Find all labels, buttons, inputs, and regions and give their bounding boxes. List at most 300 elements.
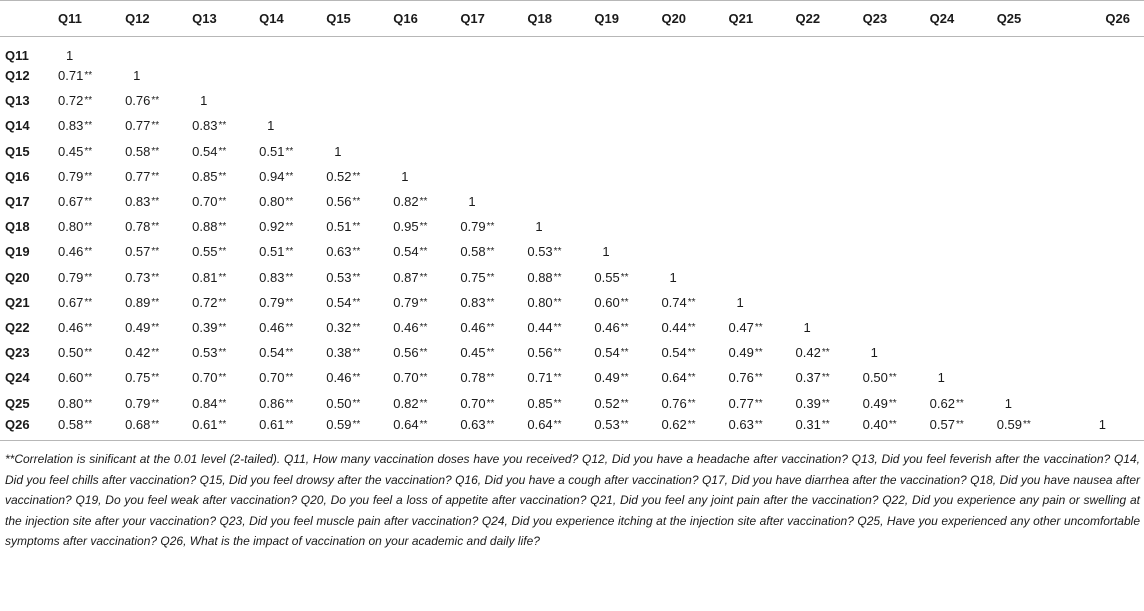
table-cell: 0.42**	[795, 345, 830, 361]
table-cell: 0.46**	[58, 319, 93, 335]
table-cell: 0.52**	[326, 168, 361, 184]
table-row	[0, 37, 1144, 64]
empty-cell	[113, 37, 180, 64]
table-header	[0, 1, 1144, 37]
table-cell: 0.54**	[192, 143, 227, 159]
table-cell: 0.94**	[259, 168, 294, 184]
column-header-q17: Q17	[448, 1, 515, 37]
empty-cell	[515, 139, 582, 164]
table-row	[0, 290, 1144, 315]
empty-cell	[1052, 290, 1144, 315]
table-cell: 0.74**	[661, 294, 696, 310]
column-header-q15: Q15	[314, 1, 381, 37]
table-cell: 0.79**	[393, 294, 428, 310]
empty-cell	[851, 37, 918, 64]
table-cell: 1	[468, 194, 476, 210]
table-cell: 0.70**	[259, 370, 294, 386]
table-cell: 0.54**	[661, 345, 696, 361]
empty-cell	[1052, 189, 1144, 214]
table-cell: 0.72**	[192, 294, 227, 310]
table-cell: 0.32**	[326, 319, 361, 335]
empty-cell	[851, 88, 918, 113]
table-cell: 0.88**	[527, 269, 562, 285]
table-cell: 0.45**	[460, 345, 495, 361]
empty-cell	[717, 113, 784, 138]
table-cell: 0.51**	[326, 219, 361, 235]
empty-cell	[448, 139, 515, 164]
table-cell: 0.75**	[460, 269, 495, 285]
table-footnote: **Correlation is sinificant at the 0.01 level (2-tailed). Q11, How many vaccination doses have you received? Q12, Did you have a headache after vaccination? Q13, Did you feel feverish after the vaccination? Q14, Did you feel chills after vaccination? Q15, Did you feel drowsy after the vaccination? Q16, Did you have a cough after vaccination? Q17, Did you have diarrhea after the vaccination? Q18, Did you have nausea after vaccination? Q19, Do you feel weak after vaccination? Q20, Do you feel a loss of appetite after vaccination? Q21, Did you feel any joint pain after the vaccination? Q22, Did you experience any pain or swelling at the injection site after your vaccination? Q23, Did you feel muscle pain after vaccination? Q24, Did you experience itching at the injection site after vaccination? Q25, Have you experienced any other uncomfortable symptoms after vaccination? Q26, What is the impact of vaccination on your academic and daily life?	[5, 452, 1140, 549]
table-cell: 0.59**	[985, 416, 1052, 441]
table-cell: 0.40**	[851, 416, 918, 441]
empty-cell	[985, 340, 1052, 365]
empty-cell	[649, 88, 716, 113]
table-cell: 0.54**	[594, 345, 629, 361]
column-header-q13: Q13	[180, 1, 247, 37]
empty-cell	[247, 88, 314, 113]
table-cell: 0.84**	[192, 395, 227, 411]
empty-cell	[582, 113, 649, 138]
empty-cell	[649, 113, 716, 138]
empty-cell	[985, 189, 1052, 214]
row-label: Q16	[5, 168, 30, 184]
table-cell: 1	[200, 93, 208, 109]
table-cell: 0.55**	[192, 244, 227, 260]
row-label: Q23	[5, 345, 30, 361]
empty-cell	[918, 239, 985, 264]
row-label: Q20	[5, 269, 30, 285]
empty-cell	[918, 139, 985, 164]
table-cell: 0.78**	[125, 219, 160, 235]
table-row	[0, 390, 1144, 415]
header-corner	[0, 1, 46, 37]
table-cell: 0.37**	[795, 370, 830, 386]
table-cell: 0.38**	[326, 345, 361, 361]
empty-cell	[1052, 63, 1144, 88]
table-row	[0, 139, 1144, 164]
empty-cell	[649, 164, 716, 189]
empty-cell	[649, 139, 716, 164]
table-cell: 0.39**	[795, 395, 830, 411]
table-cell: 0.49**	[862, 395, 897, 411]
empty-cell	[985, 113, 1052, 138]
empty-cell	[515, 164, 582, 189]
table-cell: 1	[937, 370, 945, 386]
empty-cell	[918, 113, 985, 138]
empty-cell	[985, 164, 1052, 189]
empty-cell	[784, 88, 851, 113]
table-cell: 0.76**	[728, 370, 763, 386]
table-cell: 0.63**	[326, 244, 361, 260]
empty-cell	[1052, 239, 1144, 264]
row-label: Q15	[5, 143, 30, 159]
empty-cell	[784, 239, 851, 264]
empty-cell	[784, 37, 851, 64]
table-cell: 0.85**	[527, 395, 562, 411]
empty-cell	[985, 214, 1052, 239]
table-cell: 0.67**	[58, 194, 93, 210]
table-cell: 0.71**	[58, 68, 93, 84]
empty-cell	[717, 139, 784, 164]
table-cell: 0.70**	[192, 370, 227, 386]
empty-cell	[851, 214, 918, 239]
empty-cell	[515, 113, 582, 138]
empty-cell	[717, 37, 784, 64]
table-cell: 0.58**	[46, 416, 113, 441]
table-cell: 0.83**	[125, 194, 160, 210]
table-cell: 0.51**	[259, 143, 294, 159]
table-cell: 0.54**	[259, 345, 294, 361]
table-body	[0, 37, 1144, 441]
empty-cell	[1052, 88, 1144, 113]
table-cell: 0.76**	[661, 395, 696, 411]
empty-cell	[717, 265, 784, 290]
empty-cell	[985, 37, 1052, 64]
empty-cell	[985, 63, 1052, 88]
empty-cell	[918, 88, 985, 113]
empty-cell	[918, 37, 985, 64]
table-cell: 1	[66, 48, 74, 63]
table-cell: 0.71**	[527, 370, 562, 386]
empty-cell	[851, 139, 918, 164]
table-cell: 0.86**	[259, 395, 294, 411]
table-row	[0, 88, 1144, 113]
empty-cell	[851, 63, 918, 88]
empty-cell	[985, 290, 1052, 315]
table-cell: 0.77**	[125, 118, 160, 134]
empty-cell	[582, 214, 649, 239]
empty-cell	[784, 265, 851, 290]
empty-cell	[918, 189, 985, 214]
empty-cell	[448, 88, 515, 113]
row-label: Q18	[5, 219, 30, 235]
empty-cell	[314, 37, 381, 64]
table-cell: 0.62**	[649, 416, 716, 441]
table-cell: 0.61**	[180, 416, 247, 441]
table-cell: 0.58**	[460, 244, 495, 260]
column-header-q26: Q26	[1052, 1, 1144, 37]
row-label: Q22	[5, 319, 30, 335]
table-cell: 0.89**	[125, 294, 160, 310]
column-header-q20: Q20	[649, 1, 716, 37]
empty-cell	[851, 290, 918, 315]
table-cell: 0.61**	[247, 416, 314, 441]
table-cell: 0.73**	[125, 269, 160, 285]
table-cell: 0.53**	[582, 416, 649, 441]
empty-cell	[180, 37, 247, 64]
table-cell: 0.72**	[58, 93, 93, 109]
empty-cell	[515, 88, 582, 113]
empty-cell	[784, 214, 851, 239]
empty-cell	[1052, 164, 1144, 189]
empty-cell	[717, 239, 784, 264]
column-header-q25: Q25	[985, 1, 1052, 37]
table-cell: 1	[870, 345, 878, 361]
table-cell: 0.67**	[58, 294, 93, 310]
empty-cell	[381, 88, 448, 113]
row-label: Q26	[0, 416, 46, 441]
table-row	[0, 113, 1144, 138]
empty-cell	[985, 239, 1052, 264]
table-cell: 0.64**	[661, 370, 696, 386]
table-cell: 1	[736, 294, 744, 310]
empty-cell	[1052, 340, 1144, 365]
table-cell: 0.79**	[125, 395, 160, 411]
table-cell: 0.46**	[58, 244, 93, 260]
empty-cell	[649, 214, 716, 239]
table-cell: 0.70**	[460, 395, 495, 411]
empty-cell	[180, 63, 247, 88]
table-cell: 0.80**	[527, 294, 562, 310]
table-row	[0, 315, 1144, 340]
empty-cell	[717, 63, 784, 88]
empty-cell	[717, 189, 784, 214]
row-label: Q21	[5, 294, 30, 310]
table-cell: 1	[602, 244, 610, 260]
table-cell: 0.70**	[192, 194, 227, 210]
empty-cell	[314, 63, 381, 88]
column-header-q18: Q18	[515, 1, 582, 37]
empty-cell	[515, 37, 582, 64]
empty-cell	[515, 189, 582, 214]
table-cell: 0.55**	[594, 269, 629, 285]
empty-cell	[448, 164, 515, 189]
table-cell: 0.77**	[125, 168, 160, 184]
table-cell: 0.83**	[259, 269, 294, 285]
row-label: Q13	[5, 93, 30, 109]
table-cell: 0.63**	[717, 416, 784, 441]
empty-cell	[985, 88, 1052, 113]
empty-cell	[448, 37, 515, 64]
table-cell: 0.68**	[113, 416, 180, 441]
header-row	[0, 1, 1144, 37]
empty-cell	[985, 265, 1052, 290]
empty-cell	[582, 189, 649, 214]
column-header-q11: Q11	[46, 1, 113, 37]
table-row	[0, 365, 1144, 390]
empty-cell	[784, 139, 851, 164]
table-cell: 0.31**	[784, 416, 851, 441]
empty-cell	[985, 139, 1052, 164]
table-cell: 0.45**	[58, 143, 93, 159]
table-cell: 0.82**	[393, 194, 428, 210]
empty-cell	[851, 315, 918, 340]
table-row	[0, 214, 1144, 239]
table-cell: 0.83**	[460, 294, 495, 310]
table-cell: 0.54**	[326, 294, 361, 310]
empty-cell	[851, 113, 918, 138]
table-cell: 0.53**	[326, 269, 361, 285]
table-cell: 0.57**	[918, 416, 985, 441]
table-cell: 0.50**	[862, 370, 897, 386]
table-cell: 1	[669, 269, 677, 285]
empty-cell	[985, 315, 1052, 340]
table-cell: 1	[401, 168, 409, 184]
column-header-q24: Q24	[918, 1, 985, 37]
empty-cell	[1052, 265, 1144, 290]
table-cell: 0.79**	[58, 269, 93, 285]
empty-cell	[1052, 365, 1144, 390]
table-cell: 0.39**	[192, 319, 227, 335]
empty-cell	[985, 365, 1052, 390]
table-row	[0, 340, 1144, 365]
empty-cell	[784, 113, 851, 138]
empty-cell	[918, 340, 985, 365]
empty-cell	[717, 214, 784, 239]
row-label: Q11	[5, 48, 29, 63]
table-cell: 0.42**	[125, 345, 160, 361]
row-label: Q17	[5, 194, 30, 210]
table-cell: 0.56**	[326, 194, 361, 210]
row-label: Q24	[5, 370, 30, 386]
table-cell: 0.60**	[594, 294, 629, 310]
empty-cell	[851, 265, 918, 290]
table-row	[0, 416, 1144, 441]
empty-cell	[918, 265, 985, 290]
table-cell: 0.46**	[393, 319, 428, 335]
empty-cell	[1052, 315, 1144, 340]
table-cell: 0.88**	[192, 219, 227, 235]
table-cell: 0.52**	[594, 395, 629, 411]
empty-cell	[1052, 139, 1144, 164]
table-cell: 0.63**	[448, 416, 515, 441]
table-cell: 0.60**	[58, 370, 93, 386]
row-label: Q14	[5, 118, 30, 134]
table-cell: 1	[535, 219, 543, 235]
table-cell: 0.79**	[259, 294, 294, 310]
column-header-q16: Q16	[381, 1, 448, 37]
table-cell: 0.80**	[259, 194, 294, 210]
table-cell: 0.47**	[728, 319, 763, 335]
empty-cell	[582, 139, 649, 164]
table-cell: 0.58**	[125, 143, 160, 159]
empty-cell	[314, 88, 381, 113]
empty-cell	[784, 63, 851, 88]
empty-cell	[851, 239, 918, 264]
row-label: Q12	[5, 68, 30, 84]
empty-cell	[381, 113, 448, 138]
table-row	[0, 164, 1144, 189]
table-cell: 0.46**	[460, 319, 495, 335]
empty-cell	[918, 214, 985, 239]
table-row	[0, 63, 1144, 88]
table-cell: 0.79**	[58, 168, 93, 184]
empty-cell	[918, 63, 985, 88]
table-row	[0, 239, 1144, 264]
row-label: Q25	[5, 395, 30, 411]
empty-cell	[381, 63, 448, 88]
table-cell: 0.70**	[393, 370, 428, 386]
table-cell: 0.76**	[125, 93, 160, 109]
empty-cell	[582, 164, 649, 189]
table-cell: 0.49**	[125, 319, 160, 335]
table-cell: 0.46**	[259, 319, 294, 335]
table-cell: 0.56**	[527, 345, 562, 361]
empty-cell	[784, 164, 851, 189]
empty-cell	[582, 88, 649, 113]
table-cell: 0.83**	[192, 118, 227, 134]
column-header-q14: Q14	[247, 1, 314, 37]
empty-cell	[717, 164, 784, 189]
empty-cell	[918, 315, 985, 340]
empty-cell	[649, 239, 716, 264]
empty-cell	[314, 113, 381, 138]
empty-cell	[247, 37, 314, 64]
table-cell: 0.50**	[58, 345, 93, 361]
table-cell: 0.59**	[314, 416, 381, 441]
table-cell: 0.56**	[393, 345, 428, 361]
table-cell: 0.46**	[326, 370, 361, 386]
empty-cell	[918, 290, 985, 315]
empty-cell	[649, 189, 716, 214]
table-cell: 0.85**	[192, 168, 227, 184]
empty-cell	[381, 139, 448, 164]
table-row	[0, 265, 1144, 290]
empty-cell	[851, 189, 918, 214]
table-cell: 0.49**	[594, 370, 629, 386]
empty-cell	[717, 88, 784, 113]
empty-cell	[381, 37, 448, 64]
column-header-q19: Q19	[582, 1, 649, 37]
table-row	[0, 189, 1144, 214]
table-cell: 1	[1052, 416, 1144, 441]
table-cell: 1	[803, 319, 811, 335]
table-cell: 0.49**	[728, 345, 763, 361]
table-cell: 0.64**	[381, 416, 448, 441]
table-cell: 0.53**	[527, 244, 562, 260]
table-cell: 1	[133, 68, 141, 84]
column-header-q21: Q21	[717, 1, 784, 37]
table-cell: 0.95**	[393, 219, 428, 235]
empty-cell	[515, 63, 582, 88]
table-cell: 0.81**	[192, 269, 227, 285]
row-label: Q19	[5, 244, 30, 260]
table-cell: 0.82**	[393, 395, 428, 411]
column-header-q22: Q22	[784, 1, 851, 37]
column-header-q12: Q12	[113, 1, 180, 37]
table-cell: 0.83**	[58, 118, 93, 134]
table-cell: 0.87**	[393, 269, 428, 285]
empty-cell	[247, 63, 314, 88]
table-cell: 1	[267, 118, 275, 134]
empty-cell	[1052, 390, 1144, 415]
table-cell: 0.77**	[728, 395, 763, 411]
table-cell: 0.78**	[460, 370, 495, 386]
empty-cell	[784, 290, 851, 315]
table-cell: 0.62**	[929, 395, 964, 411]
empty-cell	[582, 63, 649, 88]
table-cell: 0.80**	[58, 395, 93, 411]
table-cell: 0.44**	[661, 319, 696, 335]
table-cell: 1	[1004, 395, 1012, 411]
empty-cell	[1052, 214, 1144, 239]
empty-cell	[582, 37, 649, 64]
table-cell: 0.80**	[58, 219, 93, 235]
table-cell: 0.50**	[326, 395, 361, 411]
table-cell: 1	[334, 143, 342, 159]
table-cell: 0.79**	[460, 219, 495, 235]
table-cell: 0.92**	[259, 219, 294, 235]
table-cell: 0.57**	[125, 244, 160, 260]
column-header-q23: Q23	[851, 1, 918, 37]
empty-cell	[649, 37, 716, 64]
empty-cell	[448, 113, 515, 138]
table-cell: 0.44**	[527, 319, 562, 335]
empty-cell	[784, 189, 851, 214]
empty-cell	[649, 63, 716, 88]
empty-cell	[1052, 37, 1144, 64]
table-cell: 0.64**	[515, 416, 582, 441]
